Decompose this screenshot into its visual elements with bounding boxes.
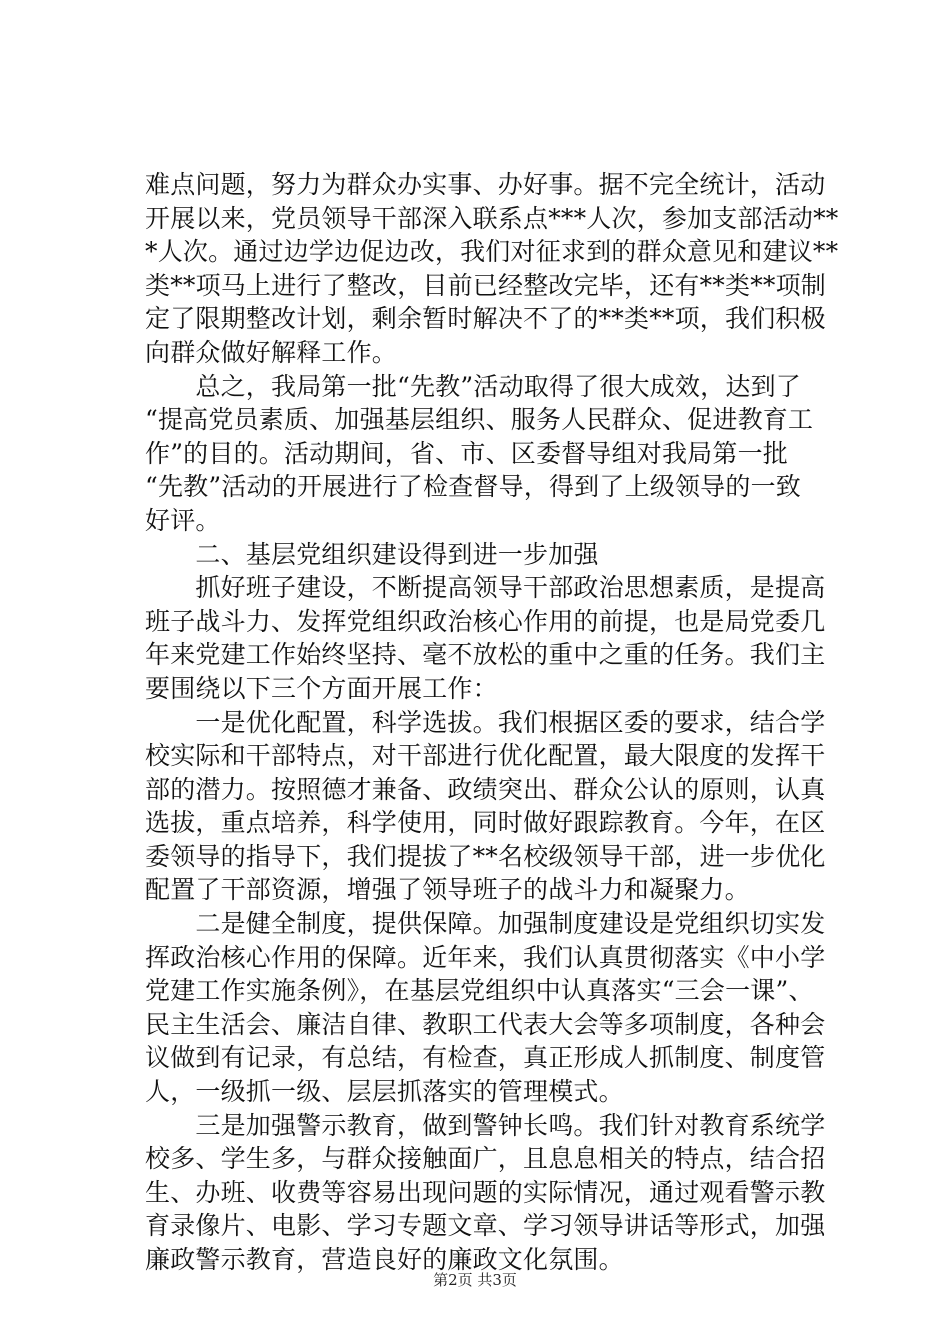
text-line: 党建工作实施条例》，在基层党组织中认真落实“三会一课”、 xyxy=(145,976,814,1006)
text-line: 生、办班、收费等容易出现问题的实际情况，通过观看警示教 xyxy=(145,1177,826,1207)
text-line: 育录像片、电影、学习专题文章、学习领导讲话等形式，加强 xyxy=(145,1211,826,1241)
text-line: 班子战斗力、发挥党组织政治核心作用的前提，也是局党委几 xyxy=(145,606,826,636)
text-line: 挥政治核心作用的保障。近年来，我们认真贯彻落实《中小学 xyxy=(145,942,826,972)
text-line: 作”的目的。活动期间，省、市、区委督导组对我局第一批 xyxy=(145,438,788,468)
text-line: 一是优化配置，科学选拔。我们根据区委的要求，结合学 xyxy=(145,707,826,737)
text-line: 抓好班子建设，不断提高领导干部政治思想素质，是提高 xyxy=(145,573,826,603)
text-line: 校实际和干部特点，对干部进行优化配置，最大限度的发挥干 xyxy=(145,741,826,771)
text-line: 部的潜力。按照德才兼备、政绩突出、群众公认的原则，认真 xyxy=(145,774,826,804)
text-line: 校多、学生多，与群众接触面广，且息息相关的特点，结合招 xyxy=(145,1144,826,1174)
text-line: 年来党建工作始终坚持、毫不放松的重中之重的任务。我们主 xyxy=(145,640,826,670)
text-line: 向群众做好解释工作。 xyxy=(145,337,398,367)
text-line: 三是加强警示教育，做到警钟长鸣。我们针对教育系统学 xyxy=(145,1110,826,1140)
text-line: 好评。 xyxy=(145,505,221,535)
text-line: 廉政警示教育，营造良好的廉政文化氛围。 xyxy=(145,1245,624,1274)
page-number-label: 第2页 共3页 xyxy=(433,1271,517,1289)
text-line: 民主生活会、廉洁自律、教职工代表大会等多项制度，各种会 xyxy=(145,1009,826,1039)
text-line: 类**项马上进行了整改，目前已经整改完毕，还有**类**项制 xyxy=(145,270,827,300)
text-line: 选拔，重点培养，科学使用，同时做好跟踪教育。今年，在区 xyxy=(145,808,826,838)
text-line: 总之，我局第一批“先教”活动取得了很大成效，达到了 xyxy=(145,371,801,401)
text-line: “先教”活动的开展进行了检查督导，得到了上级领导的一致 xyxy=(145,472,801,502)
text-line: “提高党员素质、加强基层组织、服务人民群众、促进教育工 xyxy=(145,405,814,435)
section-heading: 二、基层党组织建设得到进一步加强 xyxy=(145,539,599,569)
page-footer xyxy=(0,1270,950,1290)
text-line: 要围绕以下三个方面开展工作： xyxy=(145,673,498,703)
text-line: 委领导的指导下，我们提拔了**名校级领导干部，进一步优化 xyxy=(145,841,826,871)
text-line: *人次。通过边学边促边改，我们对征求到的群众意见和建议** xyxy=(145,237,839,267)
text-line: 开展以来，党员领导干部深入联系点***人次，参加支部活动** xyxy=(145,203,839,233)
text-line: 议做到有记录，有总结，有检查，真正形成人抓制度、制度管 xyxy=(145,1043,826,1073)
text-line: 定了限期整改计划，剩余暂时解决不了的**类**项，我们积极 xyxy=(145,304,826,334)
text-line: 人，一级抓一级、层层抓落实的管理模式。 xyxy=(145,1077,624,1107)
text-line: 二是健全制度，提供保障。加强制度建设是党组织切实发 xyxy=(145,909,826,939)
document-body xyxy=(145,168,845,1277)
text-line: 难点问题，努力为群众办实事、办好事。据不完全统计，活动 xyxy=(145,170,826,199)
text-line: 配置了干部资源，增强了领导班子的战斗力和凝聚力。 xyxy=(145,875,750,905)
